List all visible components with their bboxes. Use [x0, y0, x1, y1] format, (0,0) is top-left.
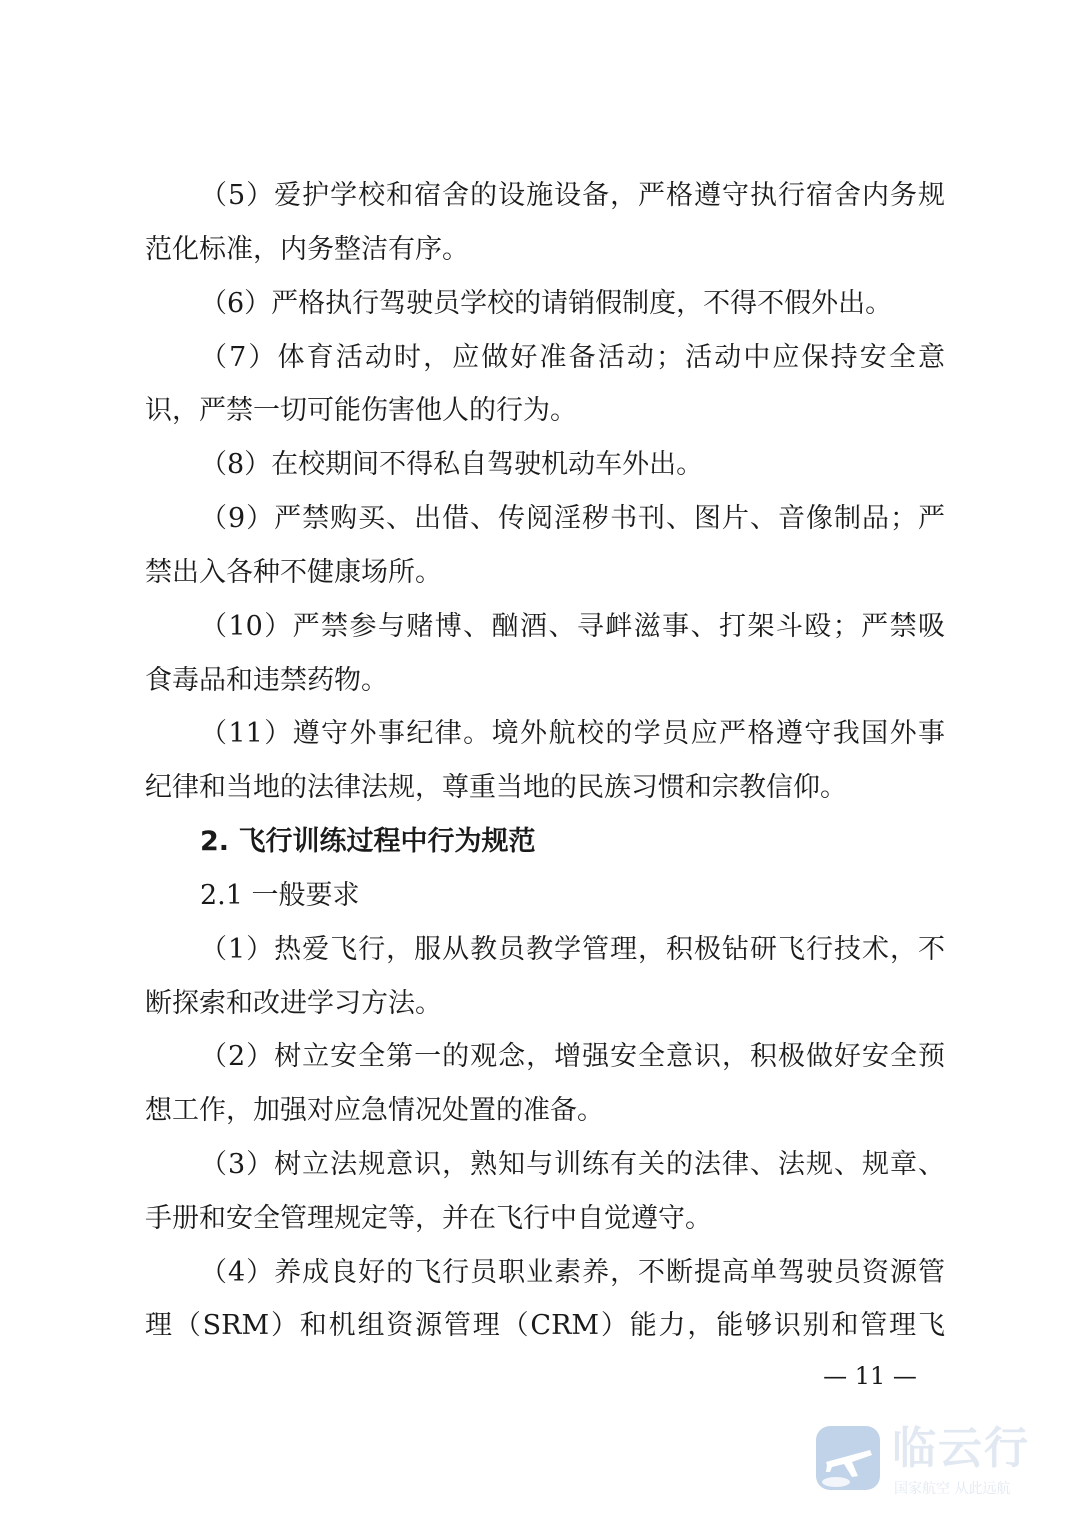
paragraph-line: （7）体育活动时，应做好准备活动；活动中应保持安全意 [200, 342, 945, 373]
paragraph-line: 手册和安全管理规定等，并在飞行中自觉遵守。 [145, 1203, 712, 1234]
paragraph-line: （8）在校期间不得私自驾驶机动车外出。 [200, 449, 704, 480]
paragraph-line: （1）热爱飞行，服从教员教学管理，积极钻研飞行技术，不 [200, 934, 945, 965]
paragraph-line: 禁出入各种不健康场所。 [145, 557, 442, 588]
paragraph-line: （4）养成良好的飞行员职业素养，不断提高单驾驶员资源管 [200, 1257, 945, 1288]
paragraph-line: 想工作，加强对应急情况处置的准备。 [145, 1095, 604, 1126]
paragraph-line: 纪律和当地的法律法规，尊重当地的民族习惯和宗教信仰。 [145, 772, 847, 803]
subsection-heading: 2.1 一般要求 [200, 880, 360, 911]
paragraph-line: （3）树立法规意识，熟知与训练有关的法律、法规、规章、 [200, 1149, 945, 1180]
paragraph-line: （11）遵守外事纪律。境外航校的学员应严格遵守我国外事 [200, 718, 945, 749]
watermark [812, 1418, 1052, 1513]
paragraph-line: （10）严禁参与赌博、酗酒、寻衅滋事、打架斗殴；严禁吸 [200, 611, 945, 642]
paragraph-line: 范化标准，内务整洁有序。 [145, 234, 469, 265]
watermark-slogan: 国家航空 从此远航 [894, 1481, 1011, 1497]
plane-logo-icon [812, 1422, 884, 1494]
paragraph-line: 断探索和改进学习方法。 [145, 988, 442, 1019]
paragraph-line: （9）严禁购买、出借、传阅淫秽书刊、图片、音像制品；严 [200, 503, 945, 534]
paragraph-line: （5）爱护学校和宿舍的设施设备，严格遵守执行宿舍内务规 [200, 180, 945, 211]
page-number: — 11 — [823, 1362, 917, 1390]
paragraph-line: （6）严格执行驾驶员学校的请销假制度，不得不假外出。 [200, 288, 893, 319]
watermark-brand: 临云行 [892, 1423, 1030, 1474]
section-heading: 2. 飞行训练过程中行为规范 [200, 826, 536, 857]
paragraph-line: 食毒品和违禁药物。 [145, 665, 388, 696]
paragraph-line: 理（SRM）和机组资源管理（CRM）能力，能够识别和管理飞 [145, 1310, 945, 1341]
paragraph-line: 识，严禁一切可能伤害他人的行为。 [145, 395, 577, 426]
paragraph-line: （2）树立安全第一的观念，增强安全意识，积极做好安全预 [200, 1041, 945, 1072]
